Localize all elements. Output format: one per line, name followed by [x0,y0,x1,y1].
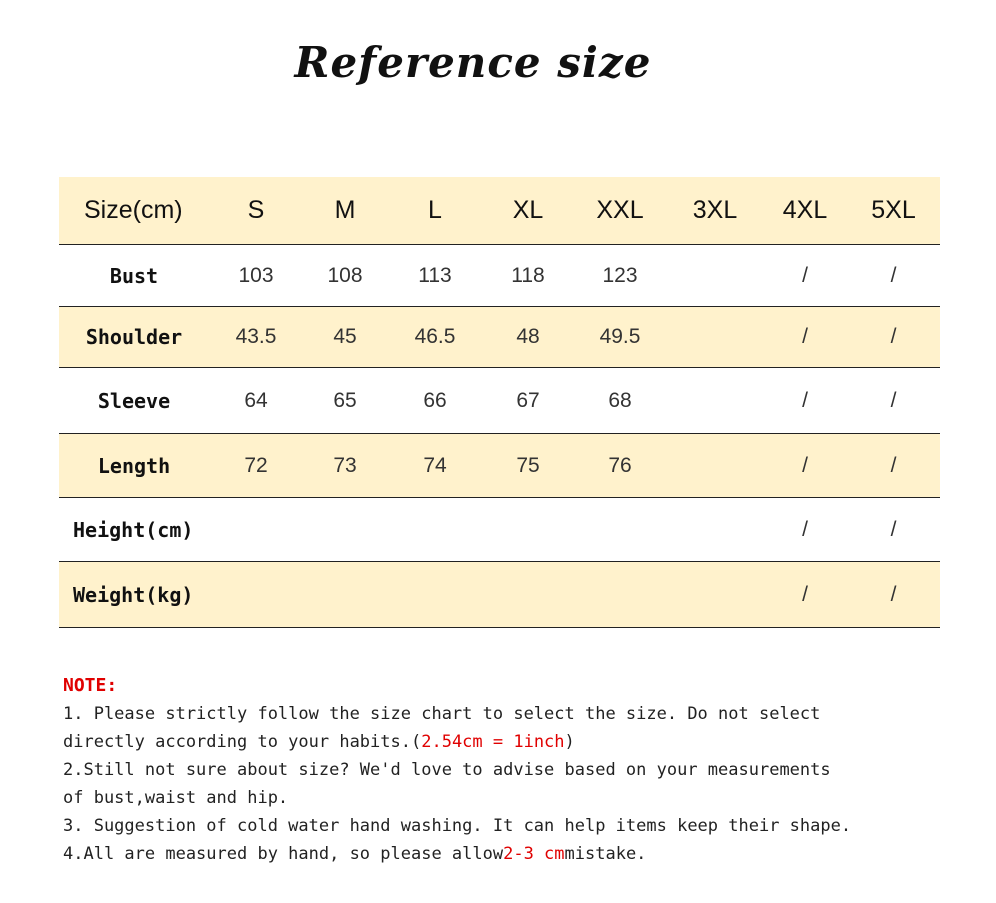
table-cell: 74 [387,434,483,498]
table-cell [209,498,303,562]
table-cell [667,562,763,628]
row-label: Length [59,434,209,498]
table-cell: 43.5 [209,307,303,368]
row-label: Sleeve [59,368,209,434]
size-chart-table [59,177,940,628]
table-cell: / [763,245,847,307]
table-cell: / [763,368,847,434]
note-1-close-paren: ) [564,732,575,752]
table-cell [667,307,763,368]
note-4-text: 4.All are measured by hand, so please allow [63,844,504,864]
note-1-conversion: 2.54cm = 1inch [421,732,565,752]
page-title: Reference size [294,38,652,87]
table-cell: 49.5 [573,307,667,368]
note-2-line-1: 2.Still not sure about size? We'd love to advise based on your measurements [63,760,831,780]
header-xl: XL [483,177,573,245]
table-cell: / [763,434,847,498]
note-4-end: mistake. [564,844,647,864]
header-s: S [209,177,303,245]
table-row-sleeve [59,368,940,434]
table-cell [667,368,763,434]
table-cell [667,245,763,307]
row-label: Shoulder [59,307,209,368]
table-cell: / [847,245,940,307]
table-cell [387,562,483,628]
table-cell [483,498,573,562]
table-cell: 73 [303,434,387,498]
table-row-length [59,434,940,498]
table-cell: 48 [483,307,573,368]
table-cell: / [847,368,940,434]
note-2-line-2: of bust,waist and hip. [63,788,289,808]
table-cell: 108 [303,245,387,307]
row-label: Bust [59,245,209,307]
table-cell: / [847,562,940,628]
table-cell: 45 [303,307,387,368]
table-cell: 64 [209,368,303,434]
table-row-bust [59,245,940,307]
row-label: Height(cm) [59,498,209,562]
table-cell: / [847,498,940,562]
table-cell: 67 [483,368,573,434]
note-1-line-2 [63,728,943,756]
table-cell: 75 [483,434,573,498]
table-cell: / [847,434,940,498]
header-5xl: 5XL [847,177,940,245]
header-size-cm: Size(cm) [59,177,209,245]
table-cell: / [847,307,940,368]
table-cell: 66 [387,368,483,434]
table-row-shoulder [59,307,940,368]
table-cell [303,498,387,562]
table-cell [387,498,483,562]
table-cell [483,562,573,628]
table-cell [573,562,667,628]
table-cell: / [763,562,847,628]
table-cell: 118 [483,245,573,307]
table-cell: 65 [303,368,387,434]
header-l: L [387,177,483,245]
table-cell: 103 [209,245,303,307]
table-cell [303,562,387,628]
note-1-line-1: 1. Please strictly follow the size chart to select the size. Do not select [63,704,821,724]
note-4 [63,840,943,868]
table-cell: 72 [209,434,303,498]
note-1-text: directly according to your habits.( [63,732,422,752]
header-4xl: 4XL [763,177,847,245]
note-heading: NOTE: [63,675,118,696]
table-cell [667,434,763,498]
table-cell: / [763,307,847,368]
header-m: M [303,177,387,245]
note-3: 3. Suggestion of cold water hand washing. It can help items keep their shape. [63,816,852,836]
header-xxl: XXL [573,177,667,245]
table-cell: 68 [573,368,667,434]
header-3xl: 3XL [667,177,763,245]
table-cell: / [763,498,847,562]
notes-section [63,672,943,868]
table-cell: 76 [573,434,667,498]
table-cell [667,498,763,562]
table-cell: 123 [573,245,667,307]
table-cell: 113 [387,245,483,307]
note-4-tolerance: 2-3 cm [503,844,565,864]
table-cell [573,498,667,562]
table-row-height [59,498,940,562]
table-row-weight [59,562,940,628]
table-cell [209,562,303,628]
row-label: Weight(kg) [59,562,209,628]
table-header-row [59,177,940,245]
table-cell: 46.5 [387,307,483,368]
